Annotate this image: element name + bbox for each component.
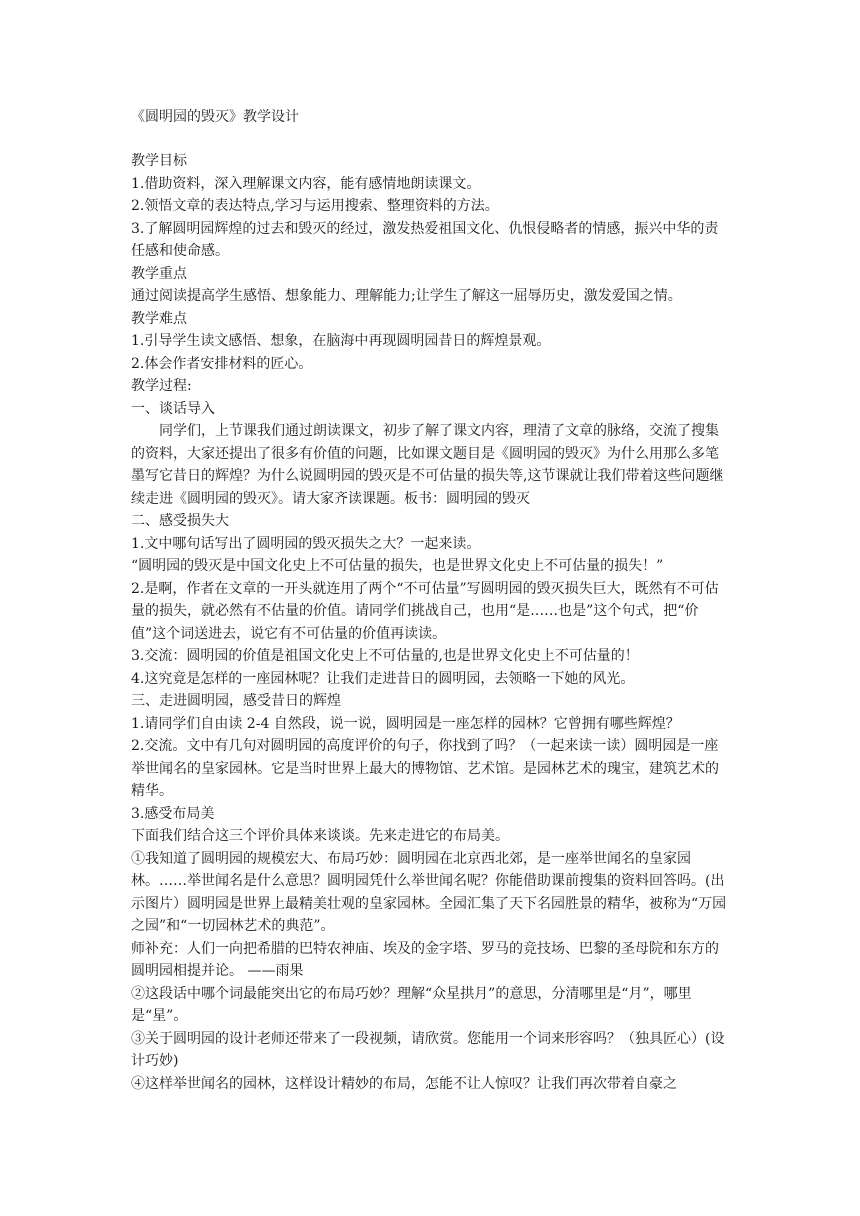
- layout-point-1: ①我知道了圆明园的规模宏大、布局巧妙：圆明园在北京西北郊，是一座举世闻名的皇家园林。……举世闻名是什么意思？圆明园凭什么举世闻名呢？你能借助课前搜集的资料回答吗。(出示图片）圆明园是世界上最精美壮观的皇家园林。全园汇集了天下名园胜景的精华，被称为“万园之园”和“一切园林艺术的典范”。: [131, 850, 727, 934]
- layout-point-4: ④这样举世闻名的园林，这样设计精妙的布局，怎能不让人惊叹？让我们再次带着自豪之: [131, 1075, 677, 1092]
- difficulty-1: 1.引导学生读文感悟、想象，在脑海中再现圆明园昔日的辉煌景观。: [131, 333, 551, 349]
- key-points-text: 通过阅读提高学生感悟、想象能力、理解能力;让学生了解这一屈辱历史，激发爱国之情。: [131, 288, 682, 304]
- heading-key-points: 教学重点: [131, 265, 187, 282]
- heading-difficulties: 教学难点: [131, 310, 187, 327]
- heading-objectives: 教学目标: [131, 153, 187, 169]
- section-2-item-1: 1.文中哪句话写出了圆明园的毁灭损失之大？一起来读。: [131, 535, 481, 552]
- heading-process: 教学过程:: [131, 378, 192, 394]
- section-2-item-4: 4.这究竟是怎样的一座园林呢？让我们走进昔日的圆明园，去领略一下她的风光。: [131, 670, 635, 687]
- section-3-intro: 下面我们结合这三个评价具体来谈谈。先来走进它的布局美。: [131, 828, 509, 844]
- layout-point-2: ②这段话中哪个词最能突出它的布局巧妙？理解“众星拱月”的意思，分清哪里是“月”，哪里是“星”。: [131, 985, 692, 1024]
- document-body: [131, 150, 731, 1095]
- objective-3: 3.了解圆明园辉煌的过去和毁灭的经过，激发热爱祖国文化、仇恨侵略者的情感，振兴中华的责任感和使命感。: [131, 220, 719, 259]
- layout-point-3: ③关于圆明园的设计老师还带来了一段视频，请欣赏。您能用一个词来形容吗？（独具匠心）(设计巧妙): [131, 1030, 725, 1069]
- document-title: 《圆明园的毁灭》教学设计: [131, 109, 299, 125]
- objective-2: 2.领悟文章的表达特点,学习与运用搜索、整理资料的方法。: [131, 198, 499, 214]
- teacher-supplement: 师补充：人们一向把希腊的巴特农神庙、埃及的金字塔、罗马的竞技场、巴黎的圣母院和东方的圆明园相提并论。 ——雨果: [131, 940, 719, 979]
- objective-1: 1.借助资料，深入理解课文内容，能有感情地朗读课文。: [131, 175, 481, 192]
- section-2-item-3: 3.交流：圆明园的价值是祖国文化史上不可估量的,也是世界文化史上不可估量的！: [131, 648, 639, 664]
- section-1-text: 同学们，上节课我们通过朗读课文，初步了解了课文内容，理清了文章的脉络，交流了搜集的资料，大家还提出了很多有价值的问题，比如课文题目是《圆明园的毁灭》为什么用那么多笔墨写它昔日的辉煌？为什么说圆明园的毁灭是不可估量的损失等,这节课就让我们带着这些问题继续走进《圆明园的毁灭》。请大家齐读课题。板书：圆明园的毁灭: [131, 423, 724, 507]
- difficulty-2: 2.体会作者安排材料的匠心。: [131, 355, 313, 372]
- section-2-quote: “圆明园的毁灭是中国文化史上不可估量的损失，也是世界文化史上不可估量的损失！”: [131, 558, 664, 574]
- section-1-heading: 一、谈话导入: [131, 400, 215, 417]
- section-2-heading: 二、感受损失大: [131, 513, 229, 529]
- section-3-item-2: 2.交流。文中有几句对圆明园的高度评价的句子，你找到了吗？（一起来读一读）圆明园是一座举世闻名的皇家园林。它是当时世界上最大的博物馆、艺术馆。是园林艺术的瑰宝，建筑艺术的精华。: [131, 738, 719, 799]
- section-2-item-2: 2.是啊，作者在文章的一开头就连用了两个“不可估量”写圆明园的毁灭损失巨大，既然有不可估量的损失，就必然有不估量的价值。请同学们挑战自己，也用“是……也是”这个句式，把“价值”这个词送进去，说它有不可估量的价值再读读。: [131, 580, 719, 642]
- section-3-heading: 三、走进圆明园，感受昔日的辉煌: [131, 693, 341, 709]
- section-3-item-3: 3.感受布局美: [131, 805, 215, 822]
- section-3-item-1: 1.请同学们自由读 2-4 自然段，说一说，圆明园是一座怎样的园林？它曾拥有哪些辉煌？: [131, 715, 680, 732]
